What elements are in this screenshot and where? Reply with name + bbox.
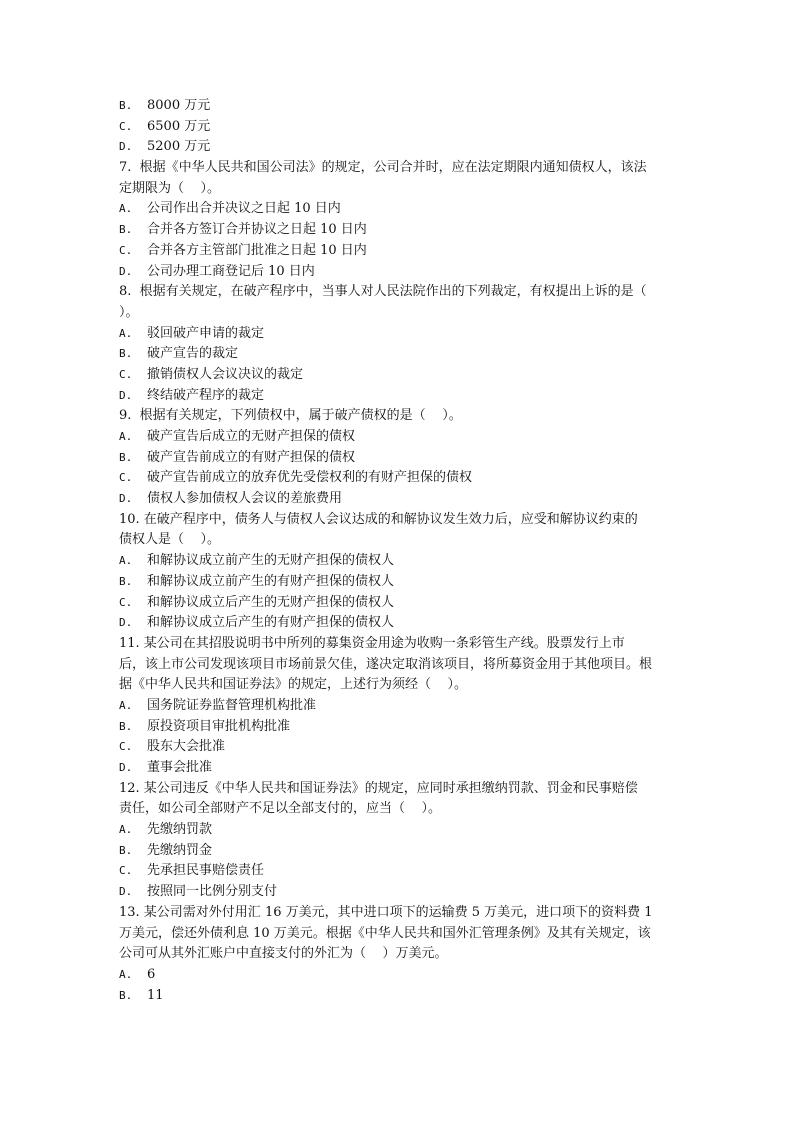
option-letter: A. [119, 430, 133, 443]
answer-option [119, 344, 679, 365]
answer-option [119, 861, 679, 882]
answer-option [119, 365, 679, 386]
option-letter: A. [119, 326, 133, 340]
answer-option [119, 613, 679, 634]
option-text: 公司作出合并决议之日起 10 日内 [147, 201, 341, 217]
option-letter: A. [119, 698, 133, 712]
option-letter: D. [119, 616, 133, 630]
answer-option [119, 468, 679, 489]
answer-option [119, 489, 679, 510]
exam-questions-body [119, 96, 679, 1006]
option-text: 董事会批准 [147, 760, 213, 775]
question-text-line: 后，该上市公司发现该项目市场前景欠佳，遂决定取消该项目，将所募资金用于其他项目。根 [119, 656, 653, 672]
answer-option [119, 986, 679, 1007]
option-letter: D. [119, 885, 133, 899]
option-text: 公司办理工商登记后 10 日内 [147, 263, 315, 279]
option-text: 6500 万元 [147, 118, 211, 134]
option-text: 8000 万元 [147, 98, 211, 113]
option-letter: B. [119, 99, 133, 112]
option-text: 和解协议成立后产生的无财产担保的债权人 [147, 594, 395, 610]
question-text-line: 据《中华人民共和国证券法》的规定，上述行为须经（ ）。 [119, 677, 468, 693]
option-text: 债权人参加债权人会议的差旅费用 [147, 491, 343, 507]
question-text-line: 9. 根据有关规定，下列债权中，属于破产债权的是（ ）。 [119, 408, 462, 424]
question-text-line: 定期限为（ ）。 [119, 180, 221, 196]
answer-option [119, 551, 679, 572]
option-text: 按照同一比例分别支付 [147, 884, 278, 900]
answer-option [119, 220, 679, 241]
option-letter: B. [119, 843, 133, 857]
answer-option [119, 882, 679, 903]
question-text-line: 8. 根据有关规定，在破产程序中，当事人对人民法院作出的下列裁定，有权提出上诉的是（ [119, 284, 647, 300]
answer-option [119, 758, 679, 779]
question-text-line: ）。 [119, 304, 139, 320]
option-text: 先缴纳罚款 [147, 822, 213, 838]
option-letter: C. [119, 119, 133, 133]
option-letter: B. [119, 347, 133, 361]
option-text: 合并各方主管部门批准之日起 10 日内 [147, 242, 367, 258]
answer-option [119, 965, 679, 986]
question-text-line: 12. 某公司违反《中华人民共和国证券法》的规定，应同时承担缴纳罚款、罚金和民事赔偿 [119, 780, 638, 796]
option-text: 破产宣告后成立的无财产担保的债权 [147, 429, 356, 444]
question-text-line: 11. 某公司在其招股说明书中所列的募集资金用途为收购一条彩管生产线。股票发行上市 [119, 635, 625, 651]
option-letter: B. [119, 223, 133, 237]
question-text-line: 13. 某公司需对外付用汇 16 万美元，其中进口项下的运输费 5 万美元，进口项下的资料费 1 [119, 904, 653, 920]
answer-option [119, 137, 679, 158]
option-letter: C. [119, 243, 133, 257]
option-letter: C. [119, 740, 133, 754]
option-text: 股东大会批准 [147, 739, 226, 755]
option-letter: D. [119, 492, 133, 506]
question-text-line: 万美元，偿还外债利息 10 万美元。根据《中华人民共和国外汇管理条例》及其有关规定，该 [119, 925, 651, 941]
option-letter: D. [119, 761, 133, 774]
option-text: 撤销债权人会议决议的裁定 [147, 366, 304, 382]
question-text-line: 公司可从其外汇账户中直接支付的外汇为（ ）万美元。 [119, 946, 448, 962]
option-text: 破产宣告的裁定 [147, 346, 239, 362]
answer-option [119, 593, 679, 614]
question-text-line: 7. 根据《中华人民共和国公司法》的规定，公司合并时，应在法定期限内通知债权人，该法 [119, 160, 647, 176]
option-letter: D. [119, 140, 133, 154]
option-text: 先承担民事赔偿责任 [147, 863, 265, 879]
option-letter: A. [119, 967, 133, 981]
answer-option [119, 241, 679, 262]
option-letter: A. [119, 554, 133, 568]
option-text: 11 [147, 987, 164, 1003]
option-text: 5200 万元 [147, 139, 211, 155]
question-text-line: 债权人是（ ）。 [119, 532, 221, 548]
option-text: 终结破产程序的裁定 [147, 387, 265, 403]
answer-option [119, 386, 679, 407]
answer-option [119, 737, 679, 758]
answer-option [119, 96, 679, 117]
option-text: 和解协议成立后产生的有财产担保的债权人 [147, 615, 395, 631]
option-letter: C. [119, 367, 133, 381]
option-letter: A. [119, 202, 133, 216]
answer-option [119, 117, 679, 138]
option-letter: C. [119, 864, 133, 878]
answer-option [119, 324, 679, 345]
option-text: 国务院证券监督管理机构批准 [147, 697, 317, 713]
option-text: 和解协议成立前产生的有财产担保的债权人 [147, 573, 395, 589]
option-text: 驳回破产申请的裁定 [147, 325, 265, 341]
answer-option [119, 717, 679, 738]
option-letter: B. [119, 450, 133, 464]
question-text-line: 10. 在破产程序中，债务人与债权人会议达成的和解协议发生效力后，应受和解协议约束的 [119, 511, 638, 527]
option-text: 6 [147, 966, 156, 982]
option-letter: B. [119, 574, 133, 588]
answer-option [119, 841, 679, 862]
answer-option [119, 199, 679, 220]
option-letter: D. [119, 264, 133, 278]
option-text: 破产宣告前成立的有财产担保的债权 [147, 449, 356, 465]
option-text: 原投资项目审批机构批准 [147, 718, 291, 734]
question-text-line: 责任，如公司全部财产不足以全部支付的，应当（ ）。 [119, 801, 442, 817]
answer-option [119, 427, 679, 448]
option-letter: C. [119, 595, 133, 609]
answer-option [119, 696, 679, 717]
option-letter: D. [119, 388, 133, 402]
option-letter: C. [119, 471, 133, 485]
option-text: 合并各方签订合并协议之日起 10 日内 [147, 222, 367, 238]
answer-option [119, 820, 679, 841]
option-letter: B. [119, 988, 133, 1002]
option-text: 破产宣告前成立的放弃优先受偿权利的有财产担保的债权 [147, 470, 473, 486]
option-letter: A. [119, 823, 133, 837]
option-text: 先缴纳罚金 [147, 842, 213, 858]
answer-option [119, 262, 679, 283]
option-text: 和解协议成立前产生的无财产担保的债权人 [147, 553, 395, 569]
option-letter: B. [119, 719, 133, 733]
answer-option [119, 572, 679, 593]
answer-option [119, 448, 679, 469]
